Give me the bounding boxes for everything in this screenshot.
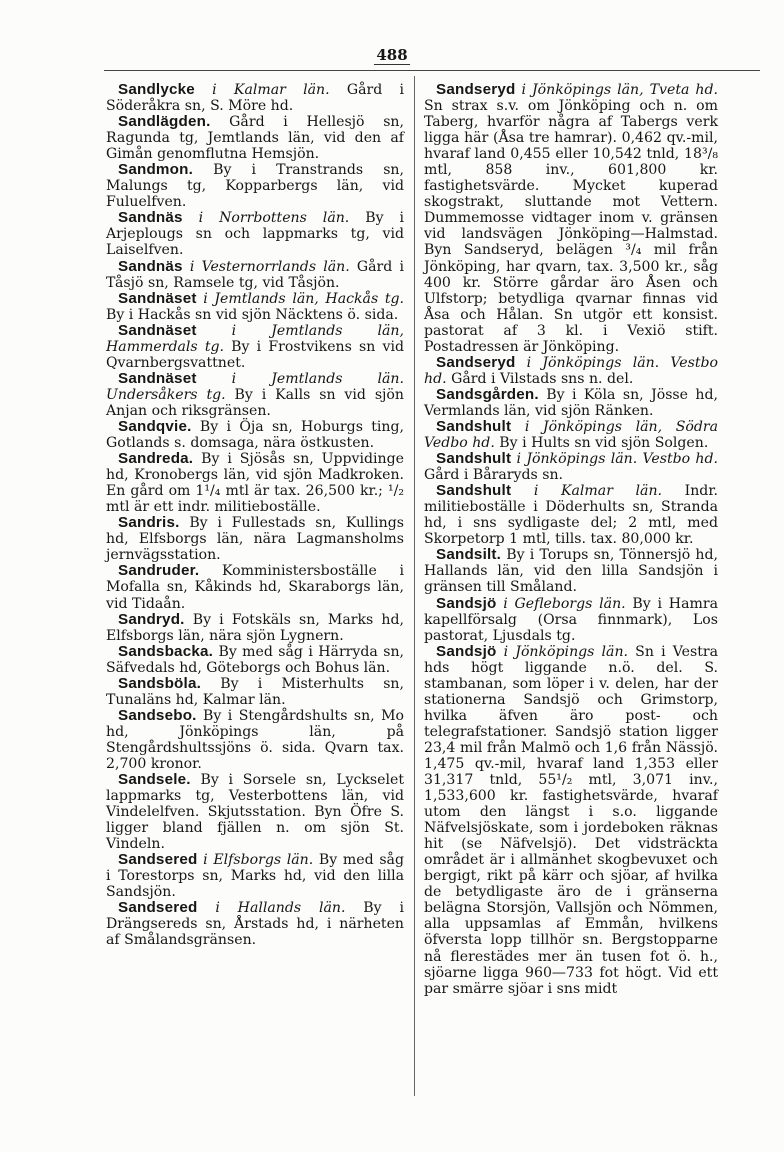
dictionary-entry <box>106 419 404 451</box>
entry-body: By med såg i Härryda sn, Säfvedals hd, Göteborgs och Bohus län. <box>106 643 404 676</box>
entry-location: i Jönköpings län. Vestbo hd. <box>511 451 718 468</box>
entry-headword: Sandsered <box>118 851 198 869</box>
page-number: 488 <box>376 46 408 64</box>
entry-body: By i Misterhults sn, Tunaläns hd, Kalmar län. <box>106 675 404 708</box>
entry-headword: Sandseryd <box>436 81 516 98</box>
dictionary-entry <box>106 852 404 900</box>
entry-headword: Sandshult <box>436 450 512 468</box>
entry-headword: Sandruder. <box>118 562 200 580</box>
entry-body: By i Öja sn, Hoburgs ting, Gotlands s. domsaga, nära östkusten. <box>106 418 404 452</box>
dictionary-entry <box>424 355 718 387</box>
dictionary-entry <box>106 323 404 371</box>
entry-headword: Sandsböla. <box>118 674 202 692</box>
entry-headword: Sandsjö <box>436 594 497 612</box>
entry-body: By i Köla sn, Jösse hd, Vermlands län, vid sjön Ränken. <box>424 386 718 419</box>
top-rule <box>104 70 760 71</box>
entry-headword: Sandseryd <box>436 353 516 371</box>
entry-headword: Sandlycke <box>118 81 195 98</box>
dictionary-entry <box>424 547 718 595</box>
dictionary-entry <box>106 259 404 291</box>
dictionary-entry <box>106 210 404 258</box>
dictionary-entry <box>424 596 718 644</box>
left-column <box>106 82 404 949</box>
entry-headword: Sandsilt. <box>436 546 502 564</box>
entry-body: By i Sjösås sn, Uppvidinge hd, Kronobergs län, vid sjön Madkroken. En gård om 1¹/₄ mtl är tax. 26,500 kr.; ¹/₂ mtl är ett indr. militieboställe. <box>106 451 404 516</box>
entry-body: By i Fullestads sn, Kullings hd, Elfsborgs län, nära Lagmansholms jernvägsstation. <box>106 515 404 564</box>
dictionary-entry <box>106 82 404 114</box>
dictionary-entry <box>106 114 404 162</box>
entry-headword: Sandsbacka. <box>118 642 214 660</box>
entry-location: i Jönköpings län, Södra Vedbo hd. <box>424 418 718 452</box>
entry-headword: Sandreda. <box>118 450 194 468</box>
entry-body: By i Sorsele sn, Lyckselet lappmarks tg, Vesterbottens län, vid Vindelelfven. Skjutsstation. Byn Öfre S. ligger bland fjällen n. om sjön St. Vindeln. <box>106 772 404 853</box>
entry-headword: Sandnäs <box>118 257 183 275</box>
entry-location: i Norrbottens län. <box>182 210 350 227</box>
entry-location: i Jönköpings län. Vestbo hd. <box>424 354 718 387</box>
entry-headword: Sandnäset <box>118 289 197 307</box>
entry-body: Gård i Vilstads sns n. del. <box>446 370 634 387</box>
dictionary-entry <box>106 291 404 323</box>
column-divider <box>414 76 415 1096</box>
dictionary-entry <box>106 162 404 210</box>
dictionary-entry <box>106 676 404 708</box>
dictionary-entry <box>424 82 718 355</box>
entry-body: Sn strax s.v. om Jönköping och n. om Taberg, hvarför några af Tabergs verk ligga här (Åsa tre hamrar). 0,462 qv.-mil, hvaraf land 0,455 eller 10,542 tnld, 18³/₈ mtl, 858 inv., 601,800 kr. fastighetsvärde. Mycket kuperad skogstrakt, sluttande mot Vettern. Dummemosse vidtager inom v. gränsen vid landsvägen Jönköping—Halmstad. Byn Sandseryd, belägen ³/₄ mil från Jönköping, har qvarn, tax. 3,500 kr., såg 400 kr. Större gårdar äro Åsen och Ulfstorp; betydliga qvarnar finnas vid Åsa och Hålan. Sn utgör ett konsist. pastorat af 3 kl. i Vexiö stift. Postadressen är Jönköping. <box>424 98 718 355</box>
entry-body: By med såg i Torestorps sn, Marks hd, vid den lilla Sandsjön. <box>106 852 404 901</box>
entry-location: i Hallands län. <box>197 900 346 917</box>
entry-location: i Kalmar län. <box>194 82 330 98</box>
entry-body: Gård i Söderåkra sn, S. Möre hd. <box>106 82 405 115</box>
entry-headword: Sandsgården. <box>436 385 539 403</box>
dictionary-entry <box>106 451 404 515</box>
dictionary-entry <box>106 563 404 611</box>
entry-body: By i Torups sn, Tönnersjö hd, Hallands län, vid den lilla Sandsjön i gränsen till Småland. <box>424 547 718 596</box>
dictionary-entry <box>424 483 718 547</box>
entry-location: i Elfsborgs län. <box>197 852 314 869</box>
entry-headword: Sandshult <box>436 417 512 435</box>
entry-headword: Sandnäset <box>118 369 197 387</box>
entry-body: Gård i Båraryds sn. <box>424 467 564 484</box>
entry-location: i Gefleborgs län. <box>496 595 626 612</box>
entry-headword: Sandqvie. <box>118 417 192 435</box>
entry-location: i Jemtlands län, Hammerdals tg. <box>106 322 404 355</box>
dictionary-entry <box>106 612 404 644</box>
entry-body: By i Stengårdshults sn, Mo hd, Jönköpings län, på Stengårdshultssjöns ö. sida. Qvarn tax. 2,700 kronor. <box>106 707 404 772</box>
entry-headword: Sandnäset <box>118 321 197 339</box>
entry-headword: Sandlägden. <box>118 113 211 131</box>
entry-body: By i Kalls sn vid sjön Anjan och riksgränsen. <box>106 386 404 419</box>
entry-body: By i Frostvikens sn vid Qvarnbergsvattnet. <box>106 338 404 371</box>
right-column <box>424 82 718 997</box>
entry-body: By i Drängsereds sn, Årstads hd, i närheten af Smålandsgränsen. <box>106 900 404 949</box>
entry-location: i Jönköpings län. <box>496 643 629 660</box>
entry-location: i Jemtlands län. Undersåkers tg. <box>106 370 404 403</box>
entry-body: By i Hults sn vid sjön Solgen. <box>494 435 709 452</box>
dictionary-entry <box>424 451 718 483</box>
entry-body: Komministersboställe i Mofalla sn, Kåkinds hd, Skaraborgs län, vid Tidaån. <box>106 563 404 612</box>
entry-headword: Sandsjö <box>436 642 497 660</box>
entry-body: Gård i Tåsjö sn, Ramsele tg, vid Tåsjön. <box>106 258 404 291</box>
entry-location: i Jönköpings län, Tveta hd. <box>515 82 718 98</box>
entry-body: By i Arjeplougs sn och lappmarks tg, vid Laiselfven. <box>106 210 404 259</box>
dictionary-entry <box>106 772 404 852</box>
entry-location: i Vesternorrlands län. <box>182 258 350 275</box>
dictionary-entry <box>424 387 718 419</box>
dictionary-entry <box>106 900 404 948</box>
dictionary-entry <box>424 644 718 997</box>
entry-body: By i Hackås sn vid sjön Näcktens ö. sida. <box>106 306 399 323</box>
entry-headword: Sandsebo. <box>118 706 197 724</box>
dictionary-entry <box>106 371 404 419</box>
entry-headword: Sandsele. <box>118 771 191 789</box>
dictionary-entry <box>106 644 404 676</box>
entry-headword: Sandshult <box>436 482 512 500</box>
entry-headword: Sandryd. <box>118 610 185 628</box>
entry-headword: Sandris. <box>118 514 180 532</box>
entry-body: Indr. militieboställe i Döderhults sn, Strandа hd, i sns sydligaste del; 2 mtl, med Skorpetorp 1 mtl, tills. tax. 80,000 kr. <box>424 483 718 548</box>
entry-body: By i Hamra kapellförsalg (Orsa finnmark), Los pastorat, Ljusdals tg. <box>424 595 718 644</box>
entry-location: i Kalmar län. <box>511 483 663 500</box>
entry-headword: Sandnäs <box>118 209 183 227</box>
entry-body: By i Fotskäls sn, Marks hd, Elfsborgs län, nära sjön Lygnern. <box>106 611 404 644</box>
dictionary-entry <box>106 515 404 563</box>
entry-headword: Sandsered <box>118 899 198 917</box>
entry-body: Gård i Hellesjö sn, Ragunda tg, Jemtlands län, vid den af Gimån genomflutna Hemsjön. <box>106 114 404 163</box>
dictionary-entry <box>424 419 718 451</box>
entry-body: By i Transtrands sn, Malungs tg, Kopparbergs län, vid Fuluelfven. <box>106 162 404 211</box>
entry-location: i Jemtlands län, Hackås tg. <box>196 290 404 307</box>
entry-body: Sn i Vestra hds högt liggande n.ö. del. S. stambanan, som löper i v. delen, har der stationerna Sandsjö och Grimstorp, hvilka äfven äro post- och telegrafstationer. Sandsjö station ligger 23,4 mil från Malmö och 1,6 från Nässjö. 1,475 qv.-mil, hvaraf land 1,353 eller 31,317 tnld, 55¹/₂ mtl, 3,071 inv., 1,533,600 kr. fastighetsvärde, hvaraf utom den längst i s.o. liggande Näfvelsjöskate, som i jordeboken räknas hit (se Näfvelsjö). Det vidsträckta området är i allmänhet skogbevuxet och bergigt, rikt på kärr och sjöar, af hvilka de betydligaste äro de i gränserna belägna Storsjön, Vallsjön och Nömmen, alla uppsamlas af Emmån, hvilkens öfversta lopp tillhör sn. Bergstopparne nå flerestädes mer än tusen fot ö. h., sjöarne ligga 960—733 fot högt. Vid ett par smärre sjöar i sns midt <box>424 643 718 997</box>
dictionary-entry <box>106 708 404 772</box>
entry-headword: Sandmon. <box>118 161 194 179</box>
